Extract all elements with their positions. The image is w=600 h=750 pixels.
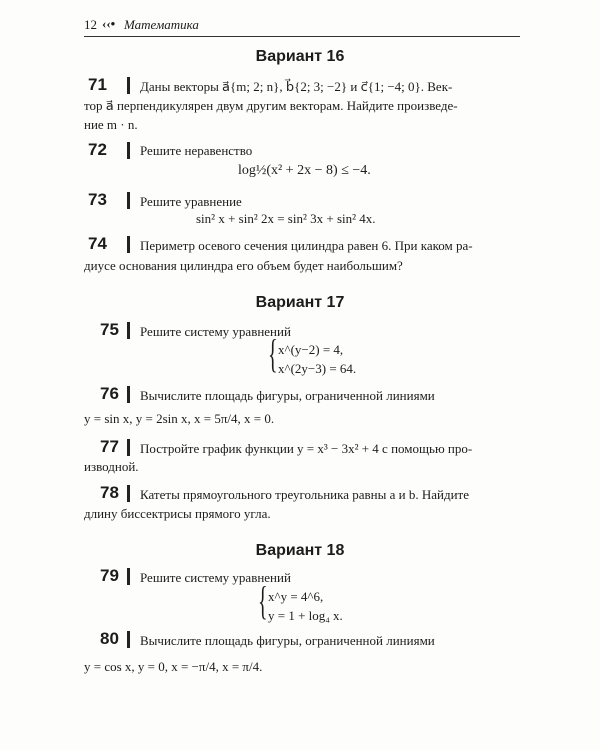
- problem-78-line1: Катеты прямоугольного треугольника равны a и b. Найдите: [140, 487, 469, 502]
- problem-71-number: 71: [88, 75, 107, 94]
- problem-71-line1: Даны векторы a⃗{m; 2; n}, b⃗{2; 3; −2} и c⃗{1; −4; 0}. Век-: [140, 79, 453, 94]
- problem-73-text: Решите уравнение: [140, 194, 242, 209]
- problem-80-line2: y = cos x, y = 0, x = −π/4, x = π/4.: [84, 659, 263, 674]
- problem-74-line2: диусе основания цилиндра его объем будет наибольшим?: [84, 258, 403, 273]
- section-title: Математика: [124, 17, 199, 32]
- problem-71-line2: тор a⃗ перпендикулярен двум другим векторам. Найдите произведе-: [84, 98, 458, 113]
- problem-79-eq2: y = 1 + log₄ x.: [268, 608, 343, 623]
- problem-78-line2: длину биссектрисы прямого угла.: [84, 506, 271, 521]
- number-bar: [127, 568, 130, 585]
- arrows-icon: ‹‹•: [102, 16, 116, 31]
- number-bar: [127, 485, 130, 502]
- problem-75-eq2: x^(2y−3) = 64.: [278, 361, 357, 376]
- problem-75-eq1: x^(y−2) = 4,: [278, 342, 344, 357]
- system-brace: {: [258, 578, 268, 623]
- problem-74-number: 74: [88, 234, 107, 253]
- number-bar: [127, 236, 130, 253]
- number-bar: [127, 439, 130, 456]
- problem-72-number: 72: [88, 140, 107, 159]
- problem-76-line2: y = sin x, y = 2sin x, x = 5π/4, x = 0.: [84, 411, 275, 426]
- problem-75-number: 75: [100, 320, 119, 339]
- problem-73-formula: sin² x + sin² 2x = sin² 3x + sin² 4x.: [196, 211, 376, 226]
- page-number: 12: [84, 17, 97, 32]
- problem-71-line3: ние m · n.: [84, 117, 138, 132]
- number-bar: [127, 386, 130, 403]
- problem-80-number: 80: [100, 629, 119, 648]
- problem-77-line2: изводной.: [84, 459, 139, 474]
- number-bar: [127, 631, 130, 648]
- problem-76-number: 76: [100, 384, 119, 403]
- problem-72-formula: log½(x² + 2x − 8) ≤ −4.: [238, 163, 371, 178]
- problem-79-eq1: x^y = 4^6,: [268, 589, 324, 604]
- problem-76-line1: Вычислите площадь фигуры, ограниченной линиями: [140, 388, 435, 403]
- problem-79-number: 79: [100, 566, 119, 585]
- problem-72-text: Решите неравенство: [140, 143, 253, 158]
- problem-77-line1: Постройте график функции y = x³ − 3x² + 4 с помощью про-: [140, 441, 473, 456]
- number-bar: [127, 192, 130, 209]
- problem-73-number: 73: [88, 190, 107, 209]
- variant-16-heading: Вариант 16: [255, 48, 345, 65]
- problem-75-text: Решите систему уравнений: [140, 324, 291, 339]
- problem-79-text: Решите систему уравнений: [140, 570, 291, 585]
- number-bar: [127, 142, 130, 159]
- problem-78-number: 78: [100, 483, 119, 502]
- number-bar: [127, 322, 130, 339]
- problem-74-line1: Периметр осевого сечения цилиндра равен 6. При каком ра-: [140, 238, 473, 253]
- number-bar: [127, 77, 130, 94]
- variant-18-heading: Вариант 18: [255, 542, 345, 559]
- problem-80-line1: Вычислите площадь фигуры, ограниченной линиями: [140, 633, 435, 648]
- system-brace: {: [268, 331, 278, 376]
- problem-77-number: 77: [100, 437, 119, 456]
- variant-17-heading: Вариант 17: [255, 294, 345, 311]
- page-header: [84, 16, 520, 37]
